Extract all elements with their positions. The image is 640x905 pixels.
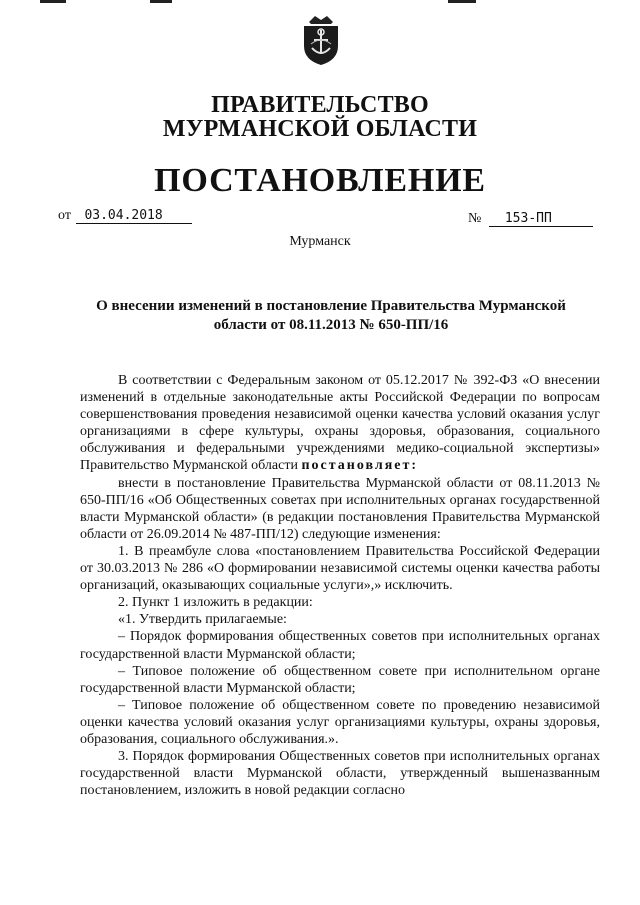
document-date: 03.04.2018 (76, 208, 192, 224)
title-line2: области от 08.11.2013 № 650-ПП/16 (213, 317, 449, 333)
paragraph-quote-start: «1. Утвердить прилагаемые: (118, 612, 287, 628)
date-row (58, 208, 192, 224)
decree-keyword: постановляет: (301, 458, 419, 474)
paragraph-amend: внести в постановление Правительства Мурманской области от 08.11.2013 № 650-ПП/16 «Об Общественных советах при исполнительных органах государственной власти Мурманской области» (в редакции постановления Правительства Мурманской области от 26.09.2014 № 487-ПП/12) следующие изменения: (80, 475, 600, 542)
paragraph-list-item: – Порядок формирования общественных советов при исполнительных органах государственной власти Мурманской области; (80, 629, 600, 662)
paragraph-list-item: – Типовое положение об общественном совете при исполнительном органе государственной власти Мурманской области; (80, 663, 600, 696)
number-row (468, 211, 593, 227)
government-name-line2: МУРМАНСКОЙ ОБЛАСТИ (162, 116, 478, 142)
document-title (86, 297, 576, 335)
paragraph-item-1: 1. В преамбуле слова «постановлением Правительства Российской Федерации от 30.03.2013 № 286 «О формировании независимой системы оценки качества работы организаций, оказывающих социальные услуги»,» исключить. (80, 543, 600, 594)
city-name: Мурманск (289, 234, 351, 249)
number-prefix: № (468, 211, 482, 226)
paragraph-item-3: 3. Порядок формирования Общественных советов при исполнительных органах государственной власти Мурманской области, утвержденный вышеназванным постановлением, изложить в новой редакции согласно (80, 749, 600, 799)
document-body (80, 372, 600, 799)
date-prefix: от (58, 208, 71, 223)
government-name-line1: ПРАВИТЕЛЬСТВО (211, 92, 429, 118)
document-number: 153-ПП (489, 211, 593, 227)
paragraph-list-item: – Типовое положение об общественном совете по проведению независимой оценки качества условий оказания услуг организациями культуры, охраны здоровья, образования, социального обслуживания.». (80, 697, 600, 747)
scan-edge-marks (0, 0, 640, 8)
paragraph-preamble-text: В соответствии с Федеральным законом от 05.12.2017 № 392-ФЗ «О внесении изменений в отдельные законодательные акты Российской Федерации по вопросам совершенствования проведения независимой оценки качества условий оказания услуг организациями в сфере культуры, охраны здоровья, образования, социального обслуживания и федеральными учреждениями медико-социальной экспертизы» Правительство Мурманской области (80, 373, 600, 474)
document-type: ПОСТАНОВЛЕНИЕ (154, 162, 486, 199)
paragraph-preamble (80, 372, 600, 475)
coat-of-arms-icon (301, 14, 341, 66)
title-line1: О внесении изменений в постановление Правительства Мурманской (96, 298, 566, 314)
paragraph-item-2: 2. Пункт 1 изложить в редакции: (118, 595, 313, 611)
